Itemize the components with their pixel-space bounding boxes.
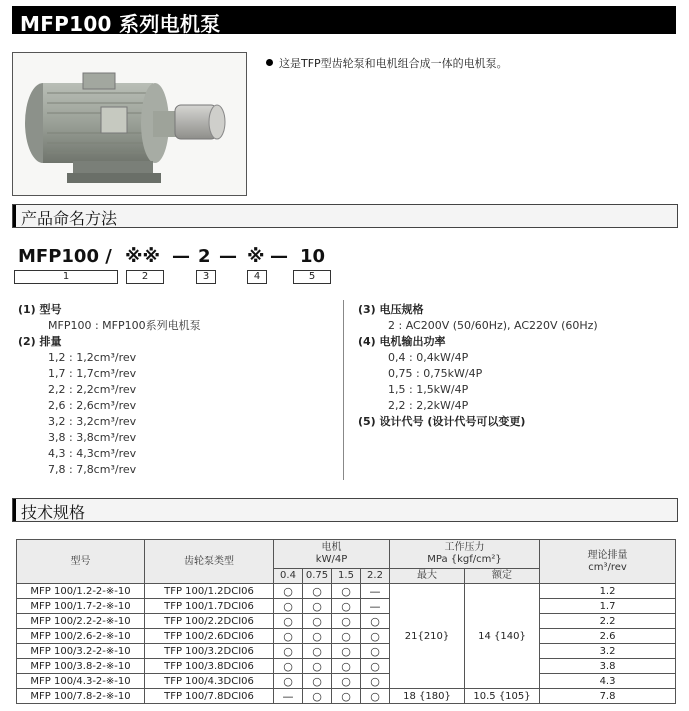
- header-pressure: 工作压力 MPa {kgf/cm²}: [390, 540, 540, 569]
- code-part4: ※: [247, 246, 265, 267]
- header-max: 最大: [390, 569, 465, 584]
- code-box-2: 2: [126, 270, 164, 284]
- table-cell: ○: [332, 659, 361, 674]
- table-cell: ○: [332, 599, 361, 614]
- header-model: 型号: [17, 540, 145, 584]
- spec-4-line: 0,4 : 0,4kW/4P: [388, 351, 469, 364]
- header-pump-type: 齿轮泵类型: [145, 540, 274, 584]
- header-kw: 0.4: [274, 569, 303, 584]
- table-cell: ○: [361, 674, 390, 689]
- spec-2-line: 1,2 : 1,2cm³/rev: [48, 351, 137, 364]
- code-dash1: —: [172, 246, 190, 267]
- table-cell: TFP 100/7.8DCI06: [145, 689, 274, 704]
- intro-text: 这是TFP型齿轮泵和电机组合成一体的电机泵。: [279, 57, 508, 70]
- motor-pump-illustration: [13, 53, 246, 195]
- table-row: [17, 689, 676, 704]
- table-cell: ○: [274, 674, 303, 689]
- table-cell: ○: [303, 659, 332, 674]
- spec-2-line: 2,2 : 2,2cm³/rev: [48, 383, 137, 396]
- spec-3-title: (3) 电压规格: [358, 303, 424, 316]
- naming-section-title: 产品命名方法: [21, 209, 118, 228]
- tech-section-title: 技术规格: [21, 503, 86, 522]
- code-dash3: —: [270, 246, 288, 267]
- code-box-1: 1: [14, 270, 118, 284]
- table-row: [17, 644, 676, 659]
- header-kw: 1.5: [332, 569, 361, 584]
- table-cell: ○: [274, 584, 303, 599]
- max-pressure-last: 18 {180}: [390, 689, 465, 704]
- table-cell: ○: [274, 629, 303, 644]
- table-cell: MFP 100/7.8-2-※-10: [17, 689, 145, 704]
- table-row: [17, 659, 676, 674]
- spec-4-line: 0,75 : 0,75kW/4P: [388, 367, 483, 380]
- spec-5-title: (5) 设计代号 (设计代号可以变更): [358, 415, 526, 428]
- table-cell: —: [361, 599, 390, 614]
- product-photo: [12, 52, 247, 196]
- table-cell: ○: [361, 659, 390, 674]
- intro-bullet: [266, 55, 508, 71]
- table-row: [17, 614, 676, 629]
- spec-4-line: 1,5 : 1,5kW/4P: [388, 383, 469, 396]
- table-cell: ○: [332, 689, 361, 704]
- rated-pressure: 14 {140}: [465, 584, 540, 689]
- table-cell: ○: [332, 614, 361, 629]
- table-cell: ○: [332, 644, 361, 659]
- spec-table: [16, 539, 676, 704]
- naming-section-header: [12, 204, 678, 228]
- header-displacement: 理论排量 cm³/rev: [540, 540, 676, 584]
- code-dash2: —: [219, 246, 237, 267]
- spec-2-line: 1,7 : 1,7cm³/rev: [48, 367, 137, 380]
- spec-divider: [343, 300, 344, 480]
- table-row: [17, 584, 676, 599]
- table-cell: TFP 100/2.6DCI06: [145, 629, 274, 644]
- table-cell: ○: [303, 674, 332, 689]
- bullet-icon: [266, 59, 273, 66]
- table-cell: TFP 100/1.7DCI06: [145, 599, 274, 614]
- max-pressure: 21{210}: [390, 584, 465, 689]
- spec-2-line: 7,8 : 7,8cm³/rev: [48, 463, 137, 476]
- left-spec-list: [18, 302, 328, 478]
- table-cell: MFP 100/3.8-2-※-10: [17, 659, 145, 674]
- tech-section-header: [12, 498, 678, 522]
- spec-2-line: 3,2 : 3,2cm³/rev: [48, 415, 137, 428]
- table-cell: MFP 100/2.6-2-※-10: [17, 629, 145, 644]
- spec-1-line: MFP100 : MFP100系列电机泵: [48, 319, 201, 332]
- table-cell: ○: [332, 584, 361, 599]
- header-kw: 2.2: [361, 569, 390, 584]
- table-cell: MFP 100/2.2-2-※-10: [17, 614, 145, 629]
- spec-3-line: 2 : AC200V (50/60Hz), AC220V (60Hz): [388, 319, 598, 332]
- table-cell: ○: [361, 629, 390, 644]
- table-cell: 3.8: [540, 659, 676, 674]
- table-cell: ○: [303, 614, 332, 629]
- table-cell: ○: [274, 644, 303, 659]
- table-cell: 2.2: [540, 614, 676, 629]
- table-cell: MFP 100/3.2-2-※-10: [17, 644, 145, 659]
- table-cell: MFP 100/1.2-2-※-10: [17, 584, 145, 599]
- table-cell: ○: [303, 689, 332, 704]
- title-bar: [12, 6, 676, 34]
- table-cell: 2.6: [540, 629, 676, 644]
- spec-4-line: 2,2 : 2,2kW/4P: [388, 399, 469, 412]
- spec-2-line: 3,8 : 3,8cm³/rev: [48, 431, 137, 444]
- table-cell: MFP 100/4.3-2-※-10: [17, 674, 145, 689]
- table-cell: ○: [332, 674, 361, 689]
- code-part3: 2: [198, 246, 211, 267]
- table-row: [17, 674, 676, 689]
- table-cell: —: [361, 584, 390, 599]
- table-row: [17, 629, 676, 644]
- spec-4-title: (4) 电机输出功率: [358, 335, 446, 348]
- table-cell: TFP 100/4.3DCI06: [145, 674, 274, 689]
- table-cell: TFP 100/3.8DCI06: [145, 659, 274, 674]
- table-cell: TFP 100/3.2DCI06: [145, 644, 274, 659]
- table-cell: ○: [303, 629, 332, 644]
- table-cell: ○: [361, 614, 390, 629]
- table-cell: MFP 100/1.7-2-※-10: [17, 599, 145, 614]
- table-row: [17, 599, 676, 614]
- code-box-4: 4: [247, 270, 267, 284]
- right-spec-list: [358, 302, 678, 430]
- code-part5: 10: [300, 246, 326, 267]
- code-box-3: 3: [196, 270, 216, 284]
- spec-2-line: 2,6 : 2,6cm³/rev: [48, 399, 137, 412]
- spec-1-title: (1) 型号: [18, 303, 62, 316]
- code-box-5: 5: [293, 270, 331, 284]
- table-cell: 7.8: [540, 689, 676, 704]
- table-cell: ○: [332, 629, 361, 644]
- table-cell: ○: [361, 644, 390, 659]
- table-cell: ○: [274, 614, 303, 629]
- table-cell: ○: [274, 659, 303, 674]
- table-cell: 1.7: [540, 599, 676, 614]
- table-cell: ○: [361, 689, 390, 704]
- table-cell: —: [274, 689, 303, 704]
- header-kw: 0.75: [303, 569, 332, 584]
- table-cell: ○: [303, 644, 332, 659]
- page-title: MFP100 系列电机泵: [20, 12, 221, 36]
- table-cell: TFP 100/2.2DCI06: [145, 614, 274, 629]
- table-cell: 3.2: [540, 644, 676, 659]
- code-prefix: MFP100 /: [18, 246, 112, 267]
- table-cell: ○: [274, 599, 303, 614]
- table-cell: ○: [303, 584, 332, 599]
- spec-2-line: 4,3 : 4,3cm³/rev: [48, 447, 137, 460]
- table-cell: 4.3: [540, 674, 676, 689]
- spec-2-title: (2) 排量: [18, 335, 62, 348]
- header-rated: 额定: [465, 569, 540, 584]
- header-motor: 电机 kW/4P: [274, 540, 390, 569]
- table-cell: TFP 100/1.2DCI06: [145, 584, 274, 599]
- rated-pressure-last: 10.5 {105}: [465, 689, 540, 704]
- table-cell: ○: [303, 599, 332, 614]
- code-part2: ※※: [125, 246, 160, 267]
- table-cell: 1.2: [540, 584, 676, 599]
